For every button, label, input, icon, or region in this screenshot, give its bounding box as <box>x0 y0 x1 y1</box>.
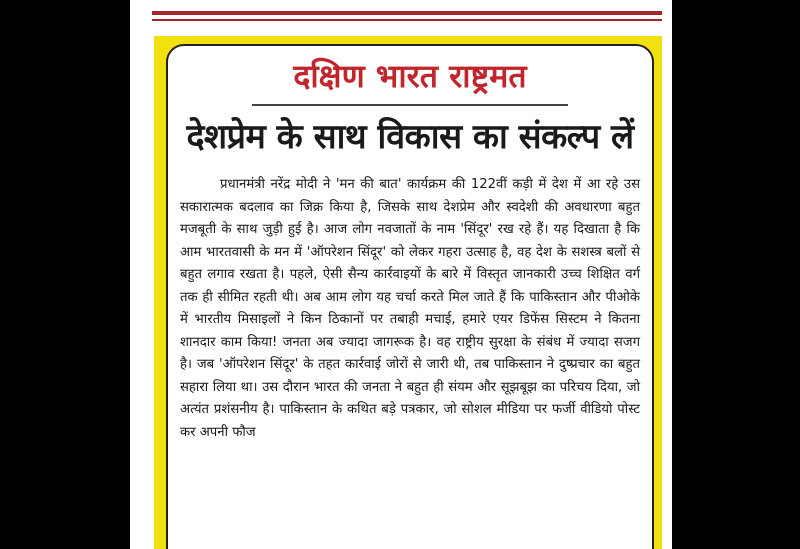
editorial-card <box>166 44 654 549</box>
top-rule-thin <box>152 19 662 21</box>
top-rule-thick <box>152 11 662 15</box>
newspaper-page <box>130 0 672 549</box>
masthead-divider <box>252 104 568 106</box>
article-body: प्रधानमंत्री नरेंद्र मोदी ने 'मन की बात' कार्यक्रम की 122वीं कड़ी में देश में आ रहे उस सकारात्मक बदलाव का जिक्र किया है, जिसके साथ देशप्रेम और स्वदेशी की अवधारणा बहुत मजबूती के साथ जुड़ी हुई है। आज लोग नवजातों के नाम 'सिंदूर' रख रहे हैं। यह दिखाता है कि आम भारतवासी के मन में 'ऑपरेशन सिंदूर' को लेकर गहरा उत्साह है, वह देश के सशस्त्र बलों से बहुत लगाव रखता है। पहले, ऐसी सैन्य कार्रवाइयों के बारे में विस्तृत जानकारी उच्च शिक्षित वर्ग तक ही सीमित रहती थी। अब आम लोग यह चर्चा करते मिल जाते हैं कि पाकिस्तान और पीओके में भारतीय मिसाइलों ने किन ठिकानों पर तबाही मचाई, हमारे एयर डिफेंस सिस्टम ने कितना शानदार काम किया! जनता अब ज्यादा जागरूक है। वह राष्ट्रीय सुरक्षा के संबंध में ज्यादा सजग है। जब 'ऑपरेशन सिंदूर' के तहत कार्रवाई जोरों से जारी थी, तब पाकिस्तान ने दुष्प्रचार का बहुत सहारा लिया था। उस दौरान भारत की जनता ने बहुत ही संयम और सूझबूझ का परिचय दिया, जो अत्यंत प्रशंसनीय है। पाकिस्तान के कथित बड़े पत्रकार, जो सोशल मीडिया पर फर्जी वीडियो पोस्ट कर अपनी फौज <box>180 177 640 440</box>
headline: देशप्रेम के साथ विकास का संकल्प लें <box>186 117 634 157</box>
masthead: दक्षिण भारत राष्ट्रमत <box>293 57 527 95</box>
